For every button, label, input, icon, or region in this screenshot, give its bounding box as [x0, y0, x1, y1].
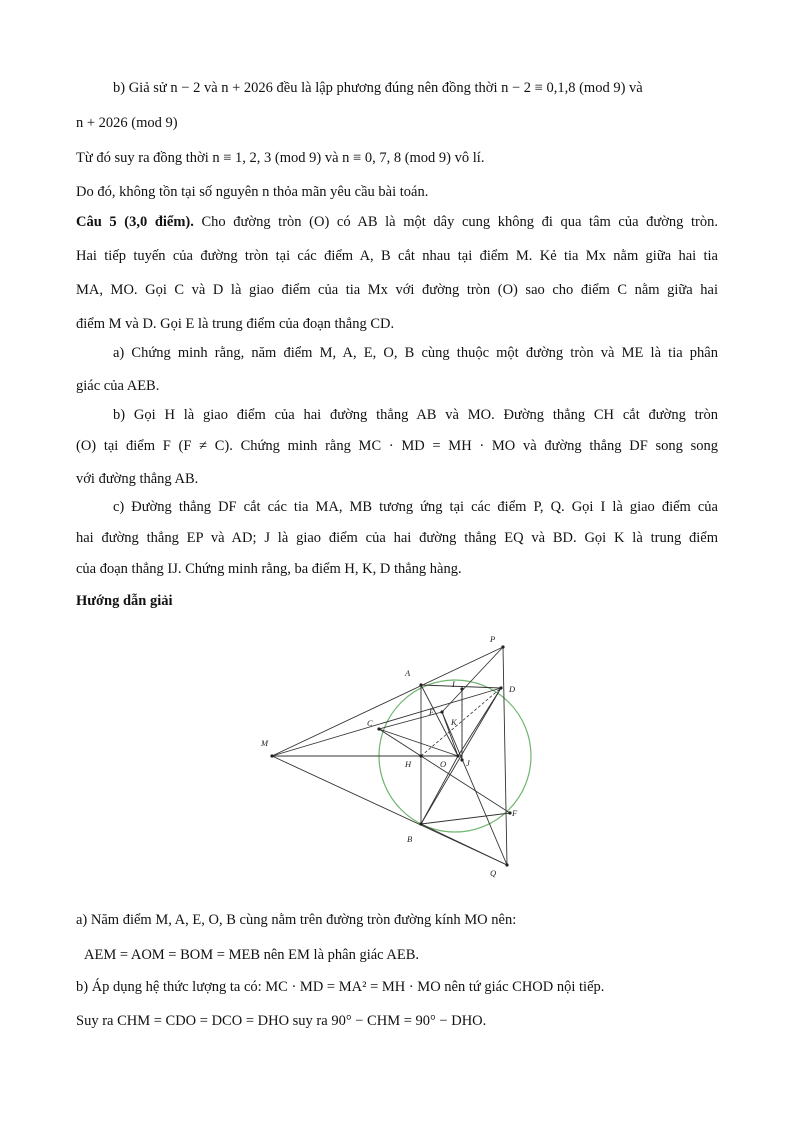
line-rays: MA, MO. Gọi C và D là giao điểm của tia Mx với đường tròn (O) sao cho điểm C nằm giữa hai: [76, 282, 718, 298]
label-m: M: [261, 738, 269, 748]
label-a: A: [405, 668, 411, 678]
line-midpoint: điểm M và D. Gọi E là trung điểm của đoạn thẳng CD.: [76, 316, 395, 332]
line-suy-ra: Từ đó suy ra đồng thời n ≡ 1, 2, 3 (mod 9) và n ≡ 0, 7, 8 (mod 9) vô lí.: [76, 150, 485, 166]
label-i: I: [452, 679, 455, 689]
label-e: E: [429, 707, 435, 717]
question-5-heading: Câu 5 (3,0 điểm).: [76, 214, 194, 230]
geometry-figure: [0, 625, 794, 915]
solution-heading: Hướng dẫn giải: [76, 593, 173, 609]
figure-dashed-lines: [421, 688, 501, 760]
part-c-question-end: của đoạn thẳng IJ. Chứng minh rằng, ba điểm H, K, D thẳng hàng.: [76, 561, 462, 577]
part-c-question-cont: hai đường thẳng EP và AD; J là giao điểm của hai đường thẳng EQ và BD. Gọi K là trung điểm: [76, 530, 718, 546]
label-k: K: [451, 717, 457, 727]
solution-b: b) Áp dụng hệ thức lượng ta có: MC · MD = MA² = MH · MO nên tứ giác CHOD nội tiếp.: [76, 979, 605, 995]
line-tangents: Hai tiếp tuyến của đường tròn tại các điểm A, B cắt nhau tại điểm M. Kẻ tia Mx nằm giữa hai tia: [76, 248, 718, 264]
part-a-question: a) Chứng minh rằng, năm điểm M, A, E, O, B cùng thuộc một đường tròn và ME là tia phân: [113, 345, 718, 361]
label-f: F: [512, 808, 518, 818]
label-q: Q: [490, 868, 497, 878]
figure-lines: [272, 647, 510, 865]
label-b: B: [407, 834, 413, 844]
line-part-b: b) Giả sử n − 2 và n + 2026 đều là lập phương đúng nên đồng thời n − 2 ≡ 0,1,8 (mod 9) và: [113, 80, 643, 96]
part-a-question-cont: giác của AEB.: [76, 378, 160, 394]
label-h: H: [405, 759, 412, 769]
part-b-question: b) Gọi H là giao điểm của hai đường thẳng AB và MO. Đường thẳng CH cắt đường tròn: [113, 407, 718, 423]
solution-b-cont: Suy ra CHM = CDO = DCO = DHO suy ra 90° − CHM = 90° − DHO.: [76, 1013, 487, 1029]
question-5-text: Cho đường tròn (O) có AB là một dây cung không đi qua tâm của đường tròn.: [201, 214, 718, 230]
solution-a-angles: AEM = AOM = BOM = MEB nên EM là phân giác AEB.: [84, 947, 420, 963]
question-5-line: [76, 212, 718, 232]
label-o: O: [440, 759, 447, 769]
solution-a: a) Năm điểm M, A, E, O, B cùng nằm trên đường tròn đường kính MO nên:: [76, 912, 517, 928]
part-c-question: c) Đường thẳng DF cắt các tia MA, MB tương ứng tại các điểm P, Q. Gọi I là giao điểm của: [113, 499, 718, 515]
label-d: D: [509, 684, 516, 694]
label-p: P: [490, 634, 496, 644]
label-c: C: [367, 718, 373, 728]
line-mod9: n + 2026 (mod 9): [76, 115, 178, 131]
label-j: J: [466, 758, 470, 768]
part-b-question-cont: (O) tại điểm F (F ≠ C). Chứng minh rằng MC · MD = MH · MO và đường thẳng DF song song: [76, 438, 718, 454]
line-conclusion: Do đó, không tồn tại số nguyên n thỏa mãn yêu cầu bài toán.: [76, 184, 429, 200]
part-b-question-end: với đường thẳng AB.: [76, 471, 199, 487]
